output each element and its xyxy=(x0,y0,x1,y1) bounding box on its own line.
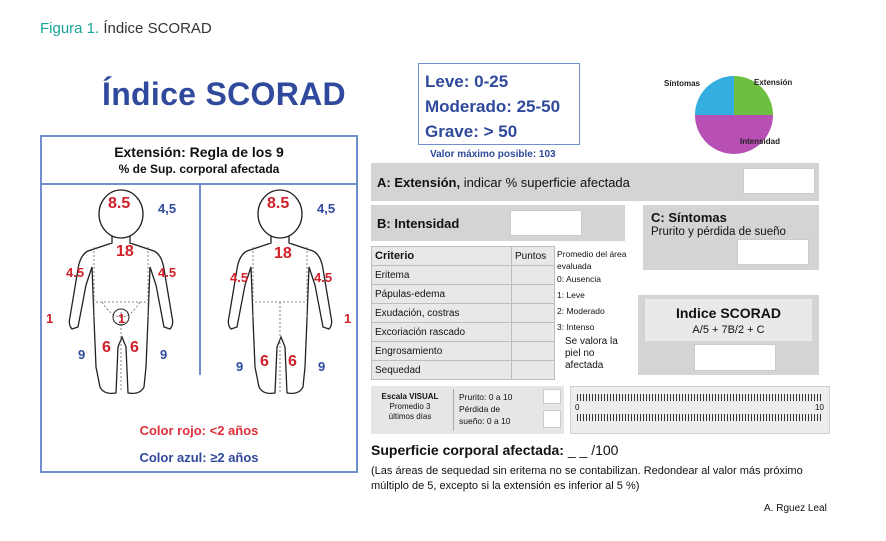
visual-scale-label xyxy=(375,392,445,422)
pie-label-intensity: Intensidad xyxy=(740,137,781,146)
author-credit: A. Rguez Leal xyxy=(764,503,827,514)
scale-line: 3: Intenso xyxy=(557,322,595,332)
criteria-cell: Engrosamiento xyxy=(372,342,512,361)
section-a-bold: A: Extensión, xyxy=(377,175,461,190)
criteria-cell: Sequedad xyxy=(372,361,512,380)
body-extension-panel xyxy=(40,135,358,473)
surface-blank: _ _ /100 xyxy=(563,442,619,458)
points-cell[interactable] xyxy=(512,342,555,361)
scale-line: 2: Moderado xyxy=(557,306,605,316)
table-row xyxy=(372,323,555,342)
front-head-value: 8.5 xyxy=(108,195,131,212)
criteria-cell: Pápulas-edema xyxy=(372,285,512,304)
visual-avg: Promedio 3 xyxy=(389,402,431,411)
severity-box xyxy=(418,63,580,145)
back-leg-left-value: 6 xyxy=(260,353,269,370)
page-title: Índice SCORAD xyxy=(102,76,346,112)
criteria-cell: Exudación, costras xyxy=(372,304,512,323)
front-genital-value: 1 xyxy=(118,311,126,326)
front-arm-right-value: 4.5 xyxy=(158,265,177,280)
table-row xyxy=(372,342,555,361)
section-c-title: C: Síntomas xyxy=(651,210,727,225)
severity-mild: Leve: 0-25 xyxy=(425,72,509,91)
section-c-symptoms xyxy=(643,205,819,270)
scale-line: evaluada xyxy=(557,261,592,271)
back-head-blue-value: 4,5 xyxy=(317,201,336,216)
dry-note-line: afectada xyxy=(565,360,604,371)
pie-label-symptoms: Síntomas xyxy=(664,79,701,88)
back-head-value: 8.5 xyxy=(267,195,290,212)
criteria-cell: Eritema xyxy=(372,266,512,285)
front-trunk-value: 18 xyxy=(116,243,134,260)
scale-line: 0: Ausencia xyxy=(557,274,601,284)
legend-blue: Color azul: ≥2 años xyxy=(139,450,259,465)
back-arm-right-value: 4.5 xyxy=(314,270,333,285)
figure-caption xyxy=(40,20,212,37)
table-row xyxy=(372,285,555,304)
scorad-result-input[interactable] xyxy=(694,344,776,371)
surface-title xyxy=(371,442,618,458)
section-b-input[interactable] xyxy=(510,210,582,236)
section-b-intensity xyxy=(371,205,625,241)
severity-severe: Grave: > 50 xyxy=(425,122,518,141)
section-a-input[interactable] xyxy=(743,168,815,194)
body-figures-illustration xyxy=(42,187,356,412)
severity-moderate: Moderado: 25-50 xyxy=(425,97,561,116)
points-cell[interactable] xyxy=(512,304,555,323)
table-row xyxy=(372,266,555,285)
visual-divider xyxy=(453,389,454,431)
front-head-blue-value: 4,5 xyxy=(158,201,177,216)
pie-label-extension: Extensión xyxy=(754,78,793,87)
visual-scale-box xyxy=(371,386,564,434)
section-c-text: Prurito y pérdida de sueño xyxy=(651,226,786,238)
scale-line: Promedio del área xyxy=(557,249,627,259)
back-leg-blue-left: 9 xyxy=(236,359,244,374)
back-arm-left-value: 4.5 xyxy=(230,270,249,285)
visual-title: Escala VISUAL xyxy=(381,392,439,401)
visual-sleep-range: sueño: 0 a 10 xyxy=(459,416,511,426)
figure-number: Figura 1. xyxy=(40,20,100,37)
dry-skin-note xyxy=(565,336,618,372)
section-b-label: B: Intensidad xyxy=(377,216,460,231)
criteria-table xyxy=(371,246,555,380)
extension-subtitle: % de Sup. corporal afectada xyxy=(118,162,280,176)
ruler-min: 0 xyxy=(575,403,580,412)
ruler-max: 10 xyxy=(815,403,824,412)
section-a-text: indicar % superficie afectada xyxy=(460,175,630,190)
points-cell[interactable] xyxy=(512,266,555,285)
visual-pruritus: Prurito: 0 a 10 xyxy=(459,392,513,402)
front-arm-left-value: 4.5 xyxy=(66,265,85,280)
table-row xyxy=(372,361,555,380)
visual-analog-scale xyxy=(570,386,830,434)
visual-sleep: Pérdida de xyxy=(459,404,501,414)
table-row xyxy=(372,304,555,323)
scorad-formula-box xyxy=(638,295,819,375)
points-header: Puntos xyxy=(512,247,555,266)
section-c-input[interactable] xyxy=(737,239,809,265)
back-leg-right-value: 6 xyxy=(288,353,297,370)
surface-note: (Las áreas de sequedad sin eritema no se contabilizan. Redondear al valor más próximo múltiplo de 5, excepto si la extensión es inferior al 5 %) xyxy=(371,465,803,492)
pruritus-ruler[interactable] xyxy=(577,394,823,401)
points-cell[interactable] xyxy=(512,285,555,304)
front-leg-blue-right: 9 xyxy=(160,347,168,362)
figure-caption-text: Índice SCORAD xyxy=(103,20,212,37)
criteria-cell: Excoriación rascado xyxy=(372,323,512,342)
scorad-formula: A/5 + 7B/2 + C xyxy=(692,324,765,336)
dry-note-line: piel no xyxy=(565,348,595,359)
visual-criteria xyxy=(459,391,512,427)
scorad-title: Indice SCORAD xyxy=(675,305,781,321)
section-a-label xyxy=(377,175,630,190)
sleep-ruler[interactable] xyxy=(577,414,823,421)
back-trunk-value: 18 xyxy=(274,245,292,262)
scale-line: 1: Leve xyxy=(557,290,585,300)
visual-days: últimos días xyxy=(388,412,432,421)
back-leg-blue-right: 9 xyxy=(318,359,326,374)
extension-title: Extensión: Regla de los 9 xyxy=(114,144,284,160)
max-value: Valor máximo posible: 103 xyxy=(430,149,556,160)
front-leg-blue-left: 9 xyxy=(78,347,86,362)
pie-slice-intensity xyxy=(695,115,773,154)
section-a-extension xyxy=(371,163,819,201)
points-cell[interactable] xyxy=(512,323,555,342)
dry-note-line: Se valora la xyxy=(565,336,618,347)
pruritus-input[interactable] xyxy=(543,389,561,404)
pie-slice-symptoms xyxy=(695,76,734,115)
criteria-header: Criterio xyxy=(372,247,512,266)
scale-legend xyxy=(557,248,626,333)
back-hand-value: 1 xyxy=(344,311,352,326)
front-leg-left-value: 6 xyxy=(102,339,111,356)
scorad-formula-panel xyxy=(645,299,812,341)
front-hand-value: 1 xyxy=(46,311,54,326)
points-cell[interactable] xyxy=(512,361,555,380)
sleep-input[interactable] xyxy=(543,410,561,428)
front-leg-right-value: 6 xyxy=(130,339,139,356)
legend-red: Color rojo: <2 años xyxy=(139,423,259,438)
surface-label: Superficie corporal afectada: xyxy=(371,442,564,458)
